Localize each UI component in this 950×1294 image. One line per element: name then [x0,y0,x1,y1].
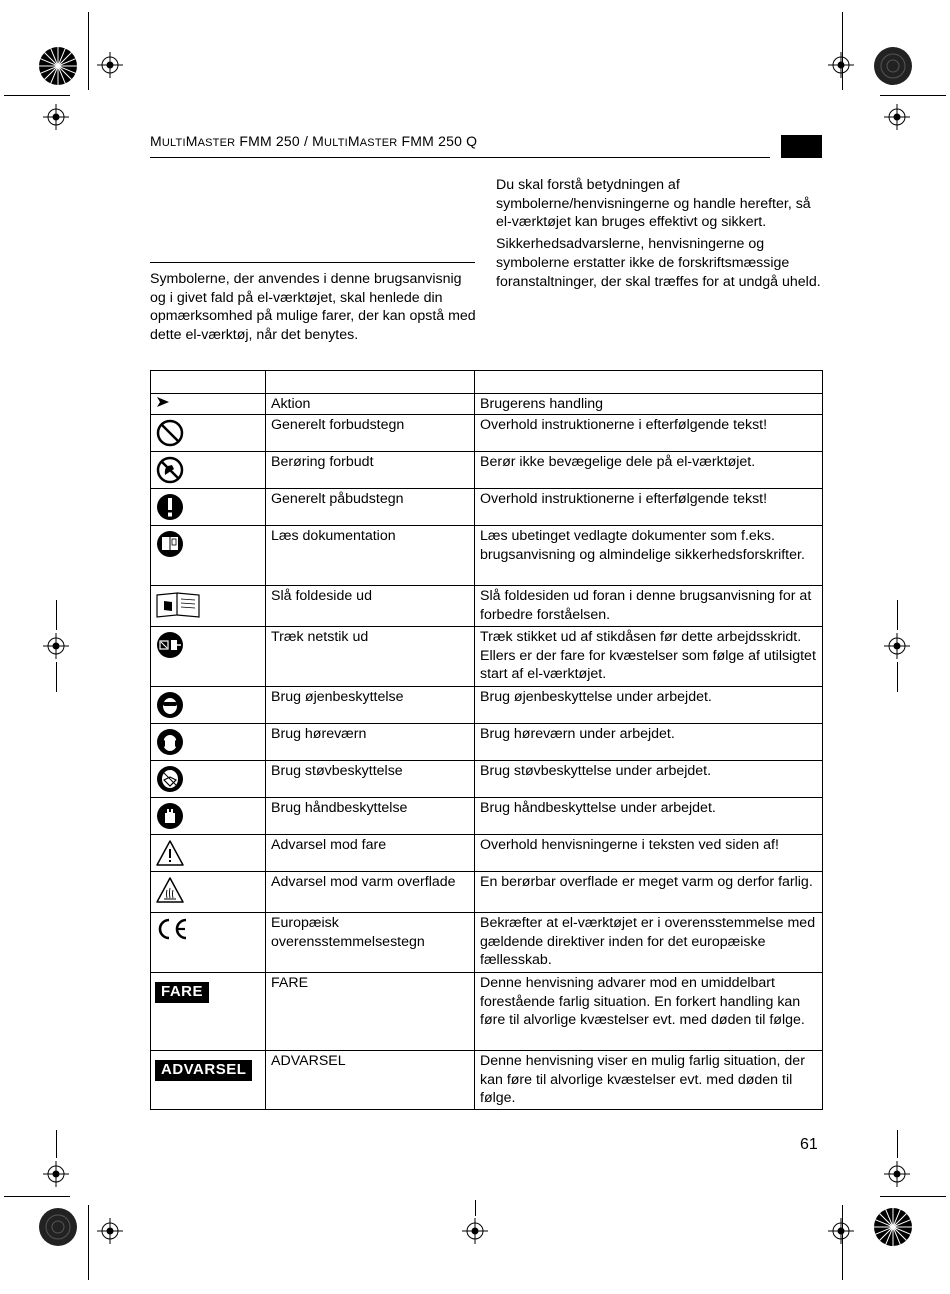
description-cell: Berør ikke bevægelige dele på el-værktøjet. [475,452,823,489]
symbol-cell [151,835,266,872]
header-tab-marker [781,135,822,158]
table-row [151,798,823,835]
description-cell: Brug håndbeskyttelse under arbejdet. [475,798,823,835]
crosshair-icon [828,52,854,78]
symbol-cell [151,489,266,526]
term-cell: Generelt forbudstegn [266,415,475,452]
symbol-cell [151,415,266,452]
description-cell: Overhold instruktionerne i efterfølgende tekst! [475,415,823,452]
ce-mark-icon [155,916,189,942]
description-cell: Træk stikket ud af stikdåsen før dette arbejdsskridt. Ellers er der fare for kvæstelser som følge af utilsigtet start af el-værktøjet. [475,627,823,687]
description-cell: Denne henvisning advarer mod en umiddelbart forestående farlig situation. En forkert handling kan føre til alvorlige kvæstelser evt. med døden til følge. [475,973,823,1051]
table-row [151,586,823,627]
term-cell: Slå foldeside ud [266,586,475,627]
intro-right [496,176,823,291]
symbol-cell [151,724,266,761]
symbol-cell [151,687,266,724]
symbol-cell [151,798,266,835]
table-row [151,872,823,913]
description-cell: Overhold henvisningerne i teksten ved siden af! [475,835,823,872]
eye-protection-icon [155,690,185,720]
crosshair-icon [43,633,69,659]
crosshair-icon [884,104,910,130]
symbol-cell [151,394,266,415]
intro-left-paragraph: Symbolerne, der anvendes i denne brugsanvisnig og i givet fald på el-værktøjet, skal henlede din opmærksomhed på mulige farer, der kan opstå med dette el-værktøj, når det benytes. [150,271,476,344]
term-cell: Berøring forbudt [266,452,475,489]
crosshair-icon [43,104,69,130]
symbol-cell [151,627,266,687]
intro-left [150,270,476,345]
crosshair-icon [884,1161,910,1187]
table-header-cell [475,371,823,394]
table-header-row [151,371,823,394]
description-cell: Brug støvbeskyttelse under arbejdet. [475,761,823,798]
term-cell: Aktion [266,394,475,415]
table-row [151,394,823,415]
term-cell: Generelt påbudstegn [266,489,475,526]
term-cell: Brug øjenbeskyttelse [266,687,475,724]
symbol-cell [151,872,266,913]
table-row [151,835,823,872]
table-row [151,724,823,761]
intro-right-paragraph-2: Sikkerhedsadvarslerne, henvisningerne og symbolerne erstatter ikke de forskriftsmæssige foranstaltninger, der skal træffes for at undgå uheld. [496,236,821,290]
symbol-cell [151,586,266,627]
registration-disc-icon [38,1207,78,1247]
term-cell: ADVARSEL [266,1051,475,1110]
table-row [151,489,823,526]
symbols-table [150,370,823,1110]
hot-surface-icon [155,875,185,905]
description-cell: Slå foldesiden ud foran i denne brugsanvisning for at forbedre forståelsen. [475,586,823,627]
symbol-cell [151,973,266,1051]
term-cell: Europæisk overensstemmelsestegn [266,913,475,973]
header-rule [150,157,770,158]
description-cell: Brug høreværn under arbejdet. [475,724,823,761]
column-divider [150,262,475,263]
description-cell: En berørbar overflade er meget varm og derfor farlig. [475,872,823,913]
foldout-page-icon [155,589,201,619]
table-header-cell [266,371,475,394]
description-cell: Overhold instruktionerne i efterfølgende tekst! [475,489,823,526]
dust-mask-icon [155,764,185,794]
table-row [151,452,823,489]
description-cell: Læs ubetinget vedlagte dokumenter som f.eks. brugsanvisning og almindelige sikkerhedsforskrifter. [475,526,823,586]
term-cell: Brug støvbeskyttelse [266,761,475,798]
symbol-cell [151,1051,266,1110]
table-row [151,627,823,687]
description-cell: Brugerens handling [475,394,823,415]
description-cell: Bekræfter at el-værktøjet er i overensstemmelse med gældende direktiver inden for det europæiske fællesskab. [475,913,823,973]
crosshair-icon [97,52,123,78]
page-number: 61 [800,1136,818,1153]
mandatory-icon [155,492,185,522]
crosshair-icon [43,1161,69,1187]
read-documentation-icon [155,529,185,559]
description-cell: Denne henvisning viser en mulig farlig situation, der kan føre til alvorlige kvæstelser evt. med døden til følge. [475,1051,823,1110]
table-header-cell [151,371,266,394]
term-cell: Advarsel mod varm overflade [266,872,475,913]
running-header: MULTIMASTER FMM 250 / MULTIMASTER FMM 250 Q [150,133,478,149]
description-cell: Brug øjenbeskyttelse under arbejdet. [475,687,823,724]
symbol-cell [151,526,266,586]
warning-triangle-icon [155,838,185,868]
symbol-cell [151,452,266,489]
registration-starburst-icon [873,1207,913,1247]
table-row [151,415,823,452]
advarsel-badge: ADVARSEL [155,1060,252,1081]
term-cell: Brug høreværn [266,724,475,761]
arrow-action-icon [155,394,171,410]
term-cell: Læs dokumentation [266,526,475,586]
symbol-cell [151,913,266,973]
fare-badge: FARE [155,982,209,1003]
term-cell: Brug håndbeskyttelse [266,798,475,835]
no-touch-icon [155,455,185,485]
table-row [151,913,823,973]
table-row [151,973,823,1051]
table-row [151,1051,823,1110]
term-cell: Advarsel mod fare [266,835,475,872]
registration-starburst-icon [38,46,78,86]
crosshair-icon [884,633,910,659]
crosshair-icon [828,1218,854,1244]
term-cell: FARE [266,973,475,1051]
crosshair-icon [462,1218,488,1244]
hand-protection-icon [155,801,185,831]
ear-protection-icon [155,727,185,757]
table-row [151,526,823,586]
registration-disc-icon [873,46,913,86]
intro-right-paragraph-1: Du skal forstå betydningen af symbolerne/henvisningerne og handle herefter, så el-værktøjet kan bruges effektivt og sikkert. [496,177,811,231]
crosshair-icon [97,1218,123,1244]
unplug-icon [155,630,185,660]
table-row [151,687,823,724]
prohibition-icon [155,418,185,448]
term-cell: Træk netstik ud [266,627,475,687]
symbol-cell [151,761,266,798]
table-row [151,761,823,798]
